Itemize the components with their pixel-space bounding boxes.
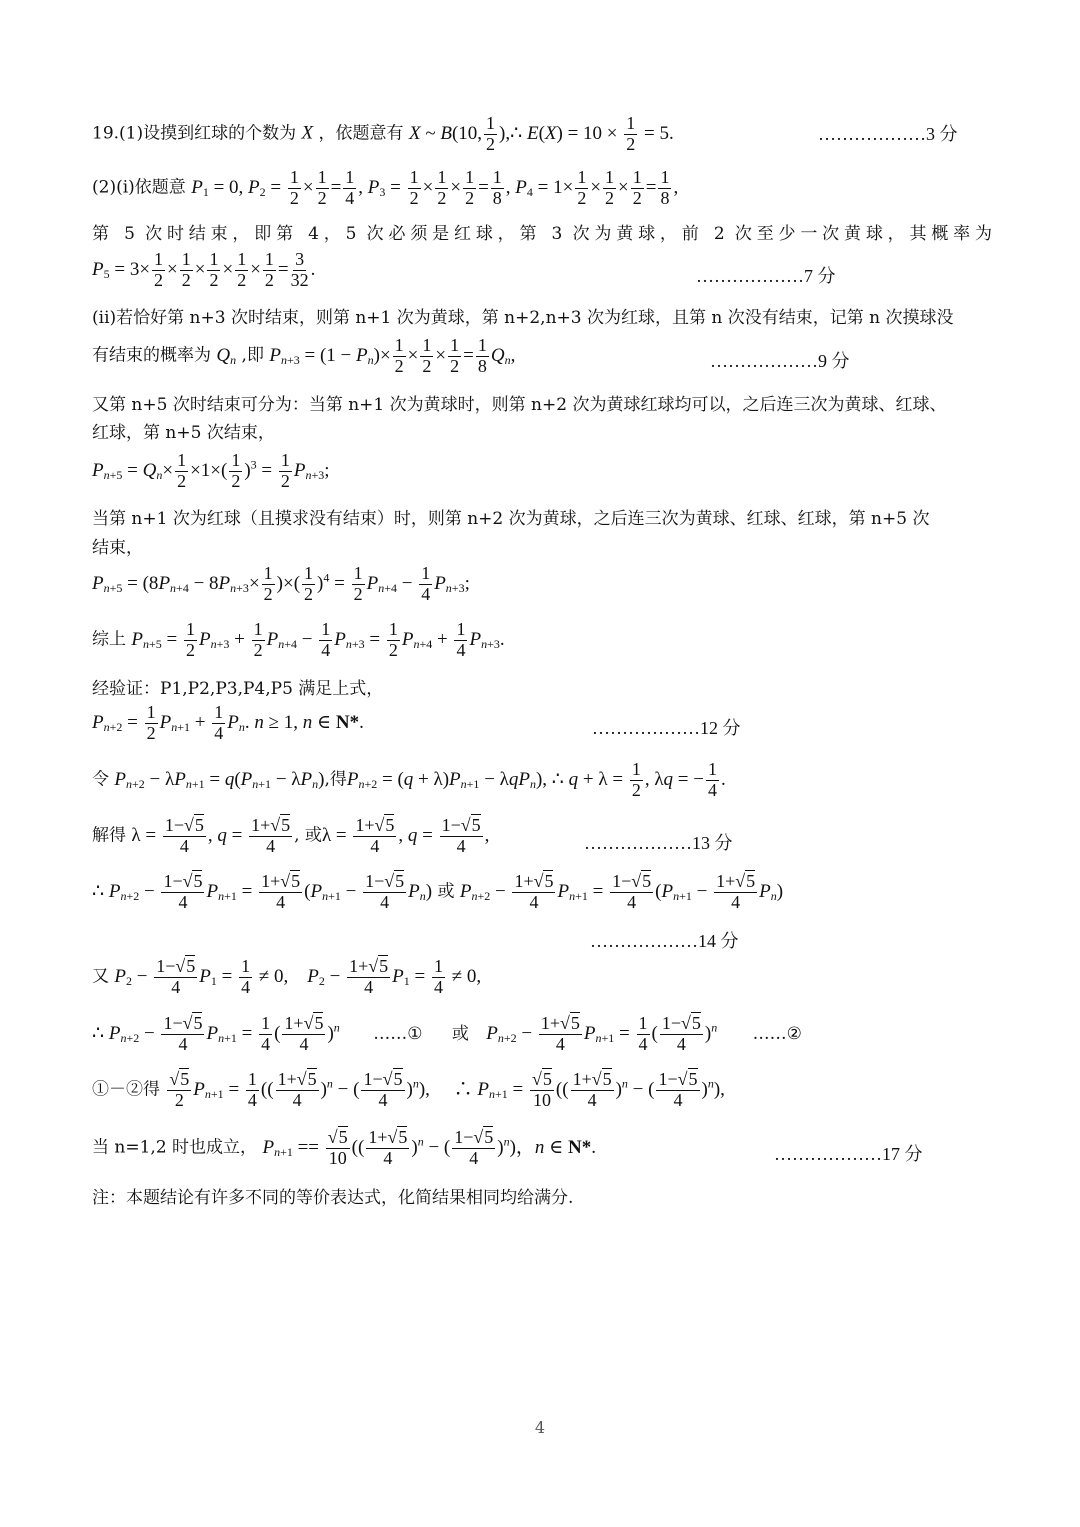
formula-final: 当 n=1,2 时也成立， $P_{n+1}$ == $\frac{√5}{10}$ (( $\frac{1+√5}{4}$ )$^n$ − ( $\frac{1-√5}{4}$ )$^n$)，n ∈ N*. <box>92 1127 596 1168</box>
text-l16-mid: ,得 <box>324 769 347 790</box>
score-12: ………………12 分 <box>592 718 741 738</box>
text-l20-prefix: 又 <box>92 966 109 987</box>
text-l17-or: , 或 <box>294 825 322 846</box>
page-number: 4 <box>534 1418 546 1437</box>
formula-initial: 又 $P_2$ − $\frac{1-√5}{4}$ $P_1$ = $\frac{1}{4}$ ≠ 0, $P_2$ − $\frac{1+√5}{4}$ $P_1$ = $\frac{1}{4}$ ≠ 0, <box>92 956 482 997</box>
formula-recurrence: $P_{n+2}$ = $\frac{1}{2}$ $P_{n+1}$ + $\frac{1}{4}$ $P_n$. n ≥ 1, n ∈ N*. <box>92 702 364 743</box>
text-l2: (2)(i)依题意 <box>92 177 186 198</box>
line-part2i: (2)(i)依题意 $P_1 = 0$, $P_2$ = $\frac{1}{2}$ × $\frac{1}{2}$ = $\frac{1}{4}$ , $P_3$ = $\frac{1}{2}$ × $\frac{1}{2}$ × $\frac{1}{2}$ = $\frac{1}{8}$ , $P_4 = 1\times$ $\frac{1}{2}$ × $\frac{1}{2}$ × $\frac{1}{2}$ = $\frac{1}{8}$ , <box>92 167 679 208</box>
line-verify: 经验证：P1,P2,P3,P4,P5 满足上式， <box>92 679 384 699</box>
score-7: ………………7 分 <box>696 266 836 286</box>
text-l22-prefix: ①－②得 <box>92 1079 160 1100</box>
text-l17-prefix: 解得 <box>92 825 126 846</box>
text-l6-mid: ,即 <box>241 345 264 366</box>
marker-2: ……② <box>752 1023 802 1044</box>
formula-solve: 解得 λ = $\frac{1-√5}{4}$ , q = $\frac{1+√5}{4}$ , 或λ = $\frac{1+√5}{4}$ , q = $\frac{1-√5}{4}$ , <box>92 815 490 856</box>
line-fifth-end: 第 5 次时结束，即第 4，5 次必须是红球，第 3 次为黄球，前 2 次至少一次黄球，其概率为 <box>92 224 992 244</box>
line-part2ii: (ii)若恰好第 n+3 次时结束，则第 n+1 次为黄球，第 n+2,n+3 次为红球，且第 n 次没有结束，记第 n 次摸球没 <box>92 308 954 328</box>
score-3: ………………3 分 <box>818 124 958 144</box>
score-9: ………………9 分 <box>710 351 850 371</box>
formula-subtract: ①－②得 $\frac{√5}{2}$ $P_{n+1}$ = $\frac{1}{4}$ (( $\frac{1+√5}{4}$ )$^n$ − ( $\frac{1-√5}{4}$ )$^n$), ∴ $P_{n+1}$ = $\frac{√5}{10}$ (( $\frac{1+√5}{4}$ )$^n$ − ( $\frac{1-√5}{4}$ )$^n$), <box>92 1069 725 1110</box>
score-17: ………………17 分 <box>774 1144 923 1164</box>
text-l1-prefix: 19.(1)设摸到红球的个数为 <box>92 123 297 144</box>
line-qn: 有结束的概率为 $Q_n$ ,即 $P_{n+3} = (1 - P_n)\times$ $\frac{1}{2}$ × $\frac{1}{2}$ × $\frac{1}{2}$ = $\frac{1}{8}$ $Q_n$, <box>92 335 516 376</box>
line-part1: 19.(1)设摸到红球的个数为 X ，依题意有 X ~ B(10, $\frac{1}{2}$ ),∴ E(X) = 10 × $\frac{1}{2}$ = 5. <box>92 113 674 154</box>
line-case2-b: 结束， <box>92 538 143 558</box>
score-13: ………………13 分 <box>584 833 733 853</box>
line-case2-a: 当第 n+1 次为红球（且摸求没有结束）时，则第 n+2 次为黄球，之后连三次为黄球、红球、红球，第 n+5 次 <box>92 509 930 529</box>
line-case1-b: 红球，第 n+5 次结束， <box>92 423 275 443</box>
formula-case2: $P_{n+5} = (8P_{n+4} - 8P_{n+3}\times$ $\frac{1}{2}$ )×( $\frac{1}{2}$ )$^4$ = $\frac{1}{2}$ $P_{n+4}$ − $\frac{1}{4}$ $P_{n+3}$; <box>92 563 470 604</box>
formula-combined: 综上 $P_{n+5}$ = $\frac{1}{2}$ $P_{n+3}$ + $\frac{1}{2}$ $P_{n+4}$ − $\frac{1}{4}$ $P_{n+3}$ = $\frac{1}{2}$ $P_{n+4}$ + $\frac{1}{4}$ $P_{n+3}$. <box>92 619 505 660</box>
text-l18-or: 或 <box>437 881 455 902</box>
formula-geometric: ∴ $P_{n+2}$ − $\frac{1-√5}{4}$ $P_{n+1}$ = $\frac{1+√5}{4}$ ($P_{n+1}$ − $\frac{1-√5}{4}$ $P_n$) 或 $P_{n+2}$ − $\frac{1+√5}{4}$ $P_{n+1}$ = $\frac{1-√5}{4}$ ($P_{n+1}$ − $\frac{1+√5}{4}$ $P_n$) <box>92 871 784 912</box>
score-14: ………………14 分 <box>590 931 739 951</box>
line-case1-a: 又第 n+5 次时结束可分为：当第 n+1 次为黄球时，则第 n+2 次为黄球红球均可以，之后连三次为黄球、红球、 <box>92 395 947 415</box>
formula-two-results: ∴ $P_{n+2}$ − $\frac{1-√5}{4}$ $P_{n+1}$ = $\frac{1}{4}$ ( $\frac{1+√5}{4}$ )$^n$ ……① 或 $P_{n+2}$ − $\frac{1+√5}{4}$ $P_{n+1}$ = $\frac{1}{4}$ ( $\frac{1-√5}{4}$ )$^n$ ……② <box>92 1013 802 1054</box>
line-p5: $P_5 = 3\times$ $\frac{1}{2}$ × $\frac{1}{2}$ × $\frac{1}{2}$ × $\frac{1}{2}$ × $\frac{1}{2}$ = $\frac{3}{32}$ . <box>92 249 316 290</box>
formula-case1: $P_{n+5} = Q_n\times$ $\frac{1}{2}$ ×1×( $\frac{1}{2}$ )$^3$ = $\frac{1}{2}$ $P_{n+3}$; <box>92 450 330 491</box>
marker-1: ……① <box>373 1023 423 1044</box>
text-l1-mid: ，依题意有 <box>318 123 404 144</box>
text-l16-prefix: 令 <box>92 769 109 790</box>
text-l23-prefix: 当 n=1,2 时也成立， <box>92 1137 258 1158</box>
text-l13-prefix: 综上 <box>92 629 126 650</box>
note: 注：本题结论有许多不同的等价表达式，化简结果相同均给满分. <box>92 1188 574 1208</box>
formula-lambda: 令 $P_{n+2} - \lambda P_{n+1} = q(P_{n+1} - \lambda P_n)$,得$P_{n+2} = (q + \lambda)P_{n+1} - \lambda qP_n$), ∴ q + λ = $\frac{1}{2}$ , λq = − $\frac{1}{4}$ . <box>92 759 726 800</box>
text-l21-or: 或 <box>451 1023 469 1044</box>
text-l6-prefix: 有结束的概率为 <box>92 345 211 366</box>
